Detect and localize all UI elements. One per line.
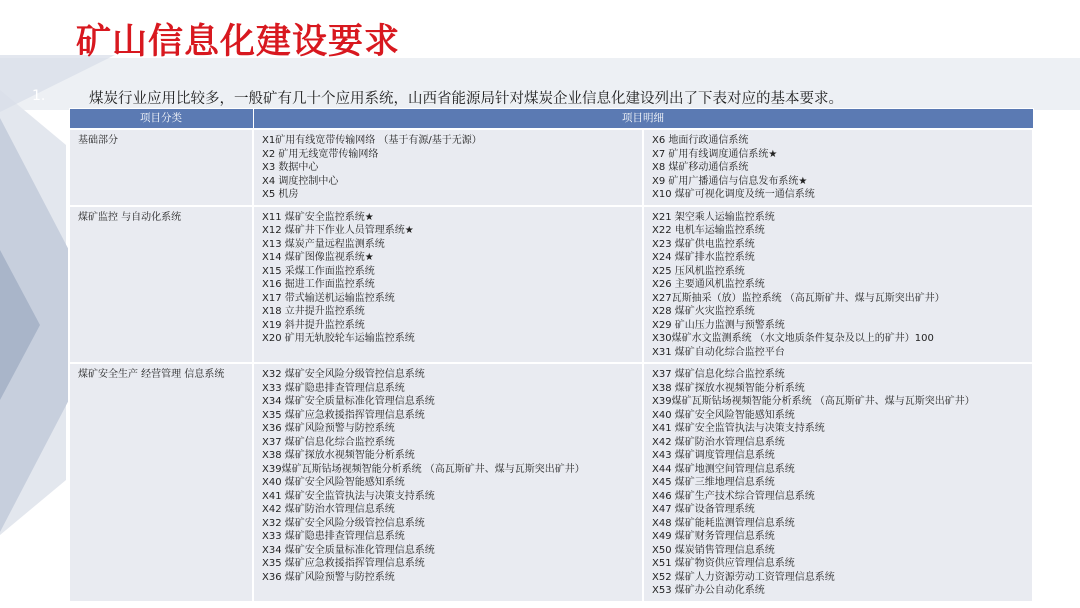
detail-item: X44 煤矿地测空间管理信息系统 [652,463,795,475]
detail-item: X32 煤矿安全风险分级管控信息系统 [262,369,425,380]
detail-item: X27瓦斯抽采（放）监控系统 （高瓦斯矿井、煤与瓦斯突出矿井） [652,292,945,304]
detail-item: X35 煤矿应急救援指挥管理信息系统 [262,558,425,569]
detail-item: X48 煤矿能耗监测管理信息系统 [652,517,795,529]
header-category: 项目分类 [69,109,253,130]
detail-item: X34 煤矿安全质量标准化管理信息系统 [262,544,435,556]
detail-item: X21 架空乘人运输监控系统 [652,211,775,223]
intro-text: 煤炭行业应用比较多，一般矿有几十个应用系统，山西省能源局针对煤炭企业信息化建设列出了下表对应的基本要求。 [89,91,843,107]
detail-item: X42 煤矿防治水管理信息系统 [652,436,785,448]
detail-cell-right [643,129,1033,206]
detail-item: X36 煤矿风险预警与防控系统 [262,571,395,583]
detail-item: X35 煤矿应急救援指挥管理信息系统 [262,409,425,421]
header-details: 项目明细 [253,109,1033,130]
detail-item: X41 煤矿安全监管执法与决策支持系统 [652,423,825,434]
detail-item: X26 主要通风机监控系统 [652,279,765,290]
detail-item: X17 带式输送机运输监控系统 [262,292,395,304]
detail-item: X33 煤矿隐患排查管理信息系统 [262,382,405,394]
detail-item: X41 煤矿安全监管执法与决策支持系统 [262,490,435,502]
detail-item: X14 煤矿图像监视系统★ [262,252,374,263]
detail-item: X32 煤矿安全风险分级管控信息系统 [262,517,425,529]
detail-item: X31 煤矿自动化综合监控平台 [652,346,785,358]
detail-item: X51 煤矿物资供应管理信息系统 [652,558,795,569]
detail-item: X11 煤矿安全监控系统★ [262,211,374,223]
detail-item: X49 煤矿财务管理信息系统 [652,531,775,542]
detail-item: X37 煤矿信息化综合监控系统 [262,436,395,448]
detail-item: X47 煤矿设备管理系统 [652,504,755,515]
detail-item: X42 煤矿防治水管理信息系统 [262,504,395,515]
detail-item: X16 掘进工作面监控系统 [262,279,375,290]
detail-cell-right [643,206,1033,364]
table-row [69,129,1033,206]
category-cell: 煤矿安全生产 经营管理 信息系统 [69,363,253,602]
detail-item: X50 煤炭销售管理信息系统 [652,544,775,556]
detail-item: X46 煤矿生产技术综合管理信息系统 [652,490,815,502]
category-cell: 煤矿监控 与自动化系统 [69,206,253,364]
detail-item: X13 煤炭产量远程监测系统 [262,238,385,250]
detail-item: X28 煤矿火灾监控系统 [652,306,755,317]
requirements-table [68,108,1034,603]
detail-item: X38 煤矿探放水视频智能分析系统 [262,450,415,461]
detail-item: X10 煤矿可视化调度及统一通信系统 [652,189,815,200]
detail-item: X43 煤矿调度管理信息系统 [652,450,775,461]
detail-item: X38 煤矿探放水视频智能分析系统 [652,382,805,394]
page-title: 矿山信息化建设要求 [76,22,401,62]
detail-item: X24 煤矿排水监控系统 [652,252,755,263]
detail-item: X23 煤矿供电监控系统 [652,238,755,250]
detail-item: X19 斜井提升监控系统 [262,319,365,331]
detail-item: X40 煤矿安全风险智能感知系统 [262,477,405,488]
detail-item: X9 矿用广播通信与信息发布系统★ [652,175,808,187]
detail-item: X8 煤矿移动通信系统 [652,162,749,173]
detail-item: X37 煤矿信息化综合监控系统 [652,369,785,380]
table-row [69,206,1033,364]
detail-item: X5 机房 [262,189,299,200]
detail-item: X39煤矿瓦斯钻场视频智能分析系统 （高瓦斯矿井、煤与瓦斯突出矿井） [262,463,585,475]
detail-item: X29 矿山压力监测与预警系统 [652,319,785,331]
detail-item: X40 煤矿安全风险智能感知系统 [652,409,795,421]
detail-item: X33 煤矿隐患排查管理信息系统 [262,531,405,542]
table-header-row [69,109,1033,130]
detail-cell-left [253,363,643,602]
detail-item: X12 煤矿井下作业人员管理系统★ [262,225,414,236]
detail-cell-right [643,363,1033,602]
detail-item: X7 矿用有线调度通信系统★ [652,148,778,160]
detail-item: X39煤矿瓦斯钻场视频智能分析系统 （高瓦斯矿井、煤与瓦斯突出矿井） [652,396,975,407]
detail-item: X20 矿用无轨胶轮车运输监控系统 [262,333,415,344]
detail-item: X15 采煤工作面监控系统 [262,265,375,277]
table-row [69,363,1033,602]
detail-item: X1矿用有线宽带传输网络 （基于有源/基于无源） [262,135,482,146]
detail-item: X30煤矿水文监测系统 （水文地质条件复杂及以上的矿井）100 [652,333,934,344]
category-cell: 基础部分 [69,129,253,206]
detail-cell-left [253,129,643,206]
detail-cell-left [253,206,643,364]
list-number: 1. [32,88,46,104]
detail-item: X6 地面行政通信系统 [652,135,749,146]
detail-item: X52 煤矿人力资源劳动工资管理信息系统 [652,571,835,583]
detail-item: X3 数据中心 [262,162,319,173]
detail-item: X53 煤矿办公自动化系统 [652,585,765,596]
detail-item: X25 压风机监控系统 [652,265,745,277]
detail-item: X4 调度控制中心 [262,175,339,187]
detail-item: X45 煤矿三维地理信息系统 [652,477,775,488]
detail-item: X36 煤矿风险预警与防控系统 [262,423,395,434]
detail-item: X34 煤矿安全质量标准化管理信息系统 [262,396,435,407]
detail-item: X18 立井提升监控系统 [262,306,365,317]
detail-item: X22 电机车运输监控系统 [652,225,765,236]
detail-item: X2 矿用无线宽带传输网络 [262,148,379,160]
